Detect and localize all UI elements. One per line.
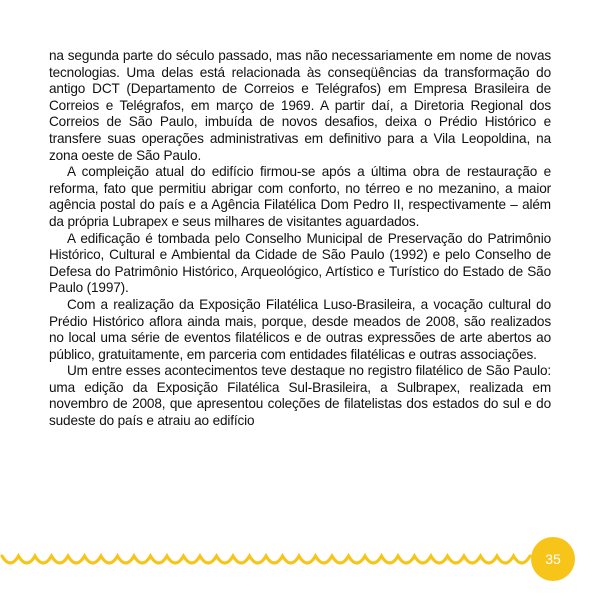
paragraph-1: na segunda parte do século passado, mas não necessariamente em nome de novas tecnologias. Uma delas está relacionada às conseqüências da transformação do antigo DCT (Departamento de Correios e Telégrafos) em Empresa Brasileira de Correios e Telégrafos, em março de 1969. A partir daí, a Diretoria Regional dos Correios de São Paulo, imbuída de novos desafios, deixa o Prédio Histórico e transfere suas operações administrativas em definitivo para a Vila Leopoldina, na zona oeste de São Paulo.: [49, 48, 551, 163]
page-number: 35: [545, 551, 561, 567]
body-text: [49, 48, 551, 430]
decorative-wave-border: [0, 538, 600, 578]
page-number-badge: [531, 537, 575, 581]
paragraph-4: Com a realização da Exposição Filatélica Luso-Brasileira, a vocação cultural do Prédio Histórico aflora ainda mais, porque, desde meados de 2008, são realizados no local uma série de eventos filatélicos e de outras expressões de arte abertos ao público, gratuitamente, em parceria com entidades filatélicas e outras associações.: [49, 296, 551, 362]
paragraph-3: A edificação é tombada pelo Conselho Municipal de Preservação do Patrimônio Histórico, Cultural e Ambiental da Cidade de São Paulo (1992) e pelo Conselho de Defesa do Patrimônio Histórico, Arqueológico, Artístico e Turístico do Estado de São Paulo (1997).: [49, 230, 551, 296]
paragraph-2: A compleição atual do edifício firmou-se após a última obra de restauração e reforma, fato que permitiu abrigar com conforto, no térreo e no mezanino, a maior agência postal do país e a Agência Filatélica Dom Pedro II, respectivamente – além da própria Lubrapex e seus milhares de visitantes aguardados.: [49, 164, 551, 229]
paragraph-5: Um entre esses acontecimentos teve destaque no registro filatélico de São Paulo: uma edição da Exposição Filatélica Sul-Brasileira, a Sulbrapex, realizada em novembro de 2008, que apresentou coleções de filatelistas dos estados do sul e do sudeste do país e atraiu ao edifício: [49, 363, 551, 429]
